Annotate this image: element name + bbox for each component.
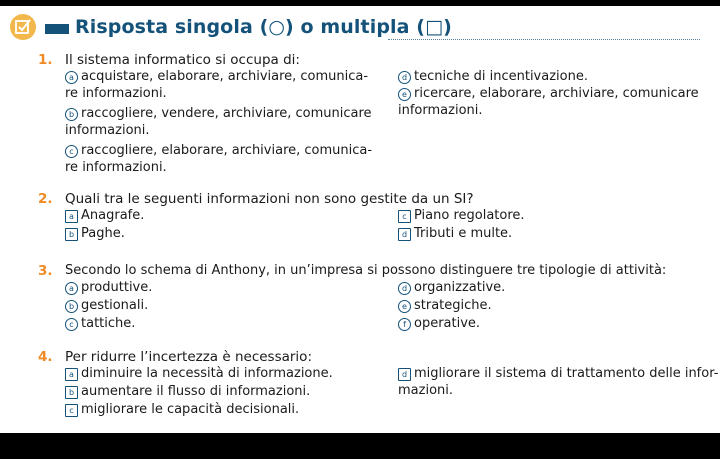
option-text: raccogliere, vendere, archiviare, comunicare informazioni. xyxy=(65,106,372,138)
question-number: 3. xyxy=(38,263,53,279)
option-3e[interactable] xyxy=(398,298,492,315)
section-header xyxy=(10,14,710,44)
option-marker: a xyxy=(65,282,78,295)
option-text: diminuire la necessità di informazione. xyxy=(81,366,333,381)
option-marker: d xyxy=(398,71,411,84)
question-number: 2. xyxy=(38,191,53,207)
option-marker: c xyxy=(65,145,78,158)
checkbox-icon xyxy=(10,14,36,40)
option-marker: c xyxy=(65,404,78,417)
question-text: Secondo lo schema di Anthony, in un’impresa si possono distinguere tre tipologie di attività: xyxy=(65,263,667,278)
question-text: Quali tra le seguenti informazioni non sono gestite da un SI? xyxy=(65,191,474,207)
question-text: Per ridurre l’incertezza è necessario: xyxy=(65,349,312,365)
question-number: 1. xyxy=(38,52,53,68)
option-4b[interactable] xyxy=(65,384,310,401)
option-marker: d xyxy=(398,282,411,295)
option-text: migliorare le capacità decisionali. xyxy=(81,402,300,417)
option-text: produttive. xyxy=(81,280,153,295)
option-1e[interactable] xyxy=(398,86,699,119)
option-2d[interactable] xyxy=(398,226,512,243)
option-3b[interactable] xyxy=(65,298,148,315)
option-text: tattiche. xyxy=(81,316,136,331)
option-text: aumentare il flusso di informazioni. xyxy=(81,384,311,399)
option-1a[interactable] xyxy=(65,69,368,102)
option-2c[interactable] xyxy=(398,208,525,225)
option-marker: b xyxy=(65,386,78,399)
option-marker: e xyxy=(398,88,411,101)
question-text: Il sistema informatico si occupa di: xyxy=(65,52,300,68)
option-text: organizzative. xyxy=(414,280,506,295)
option-text: migliorare il sistema di trattamento delle infor- mazioni. xyxy=(398,366,719,398)
option-marker: a xyxy=(65,210,78,223)
header-bar xyxy=(45,24,69,34)
option-marker: b xyxy=(65,228,78,241)
option-3a[interactable] xyxy=(65,280,152,297)
option-text: gestionali. xyxy=(81,298,149,313)
option-2a[interactable] xyxy=(65,208,144,225)
option-text: tecniche di incentivazione. xyxy=(414,69,588,84)
option-2b[interactable] xyxy=(65,226,125,243)
section-title: Risposta singola (○) o multipla (□) xyxy=(75,16,452,38)
option-text: Piano regolatore. xyxy=(414,208,525,223)
option-text: strategiche. xyxy=(414,298,492,313)
option-text: operative. xyxy=(414,316,481,331)
option-1c[interactable] xyxy=(65,143,372,176)
option-marker: d xyxy=(398,368,411,381)
exercise-page xyxy=(0,6,720,433)
option-marker: e xyxy=(398,300,411,313)
option-marker: a xyxy=(65,368,78,381)
option-3f[interactable] xyxy=(398,316,480,333)
option-text: Anagrafe. xyxy=(81,208,145,223)
option-marker: c xyxy=(65,318,78,331)
option-text: ricercare, elaborare, archiviare, comunicare informazioni. xyxy=(398,86,699,118)
option-4c[interactable] xyxy=(65,402,299,419)
option-4d[interactable] xyxy=(398,366,718,399)
question-number: 4. xyxy=(38,349,53,365)
option-marker: a xyxy=(65,71,78,84)
option-3c[interactable] xyxy=(65,316,135,333)
checkmark-icon xyxy=(14,18,32,36)
option-4a[interactable] xyxy=(65,366,333,383)
option-1d[interactable] xyxy=(398,69,588,86)
option-text: Tributi e multe. xyxy=(414,226,513,241)
option-marker: c xyxy=(398,210,411,223)
option-marker: f xyxy=(398,318,411,331)
option-marker: d xyxy=(398,228,411,241)
header-dotted-line xyxy=(388,39,700,40)
option-marker: b xyxy=(65,300,78,313)
option-text: raccogliere, elaborare, archiviare, comunica- re informazioni. xyxy=(65,143,373,175)
option-1b[interactable] xyxy=(65,106,372,139)
option-3d[interactable] xyxy=(398,280,505,297)
option-marker: b xyxy=(65,108,78,121)
option-text: acquistare, elaborare, archiviare, comunica- re informazioni. xyxy=(65,69,369,101)
option-text: Paghe. xyxy=(81,226,125,241)
